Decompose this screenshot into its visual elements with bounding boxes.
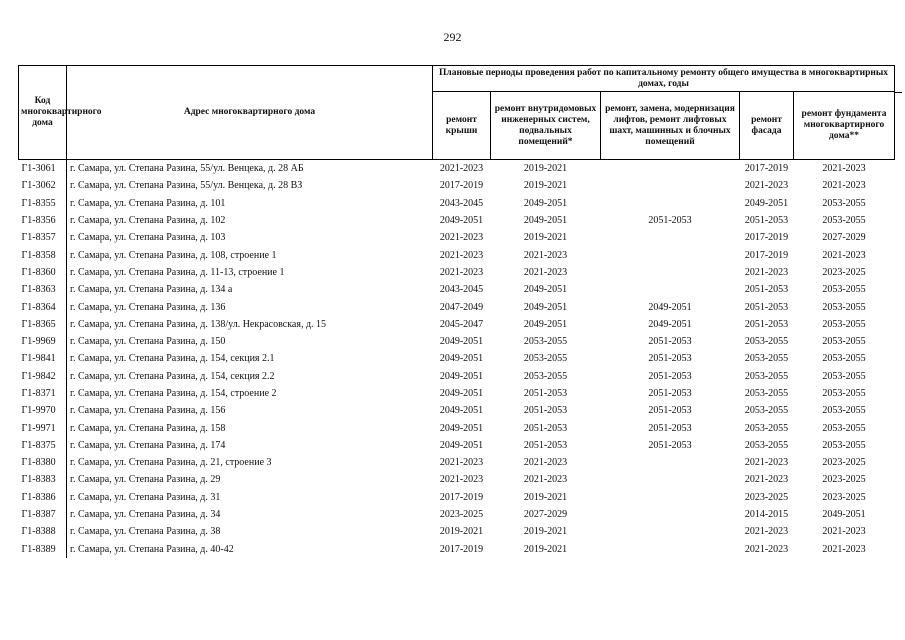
cell-foundation: 2053-2055 — [822, 405, 866, 417]
cell-roof: 2021-2023 — [439, 249, 484, 261]
cell-address: г. Самара, ул. Степана Разина, д. 101 — [70, 197, 226, 209]
cell-facade: 2021-2023 — [744, 180, 789, 192]
cell-lifts: 2051-2053 — [648, 353, 692, 365]
table-row — [19, 281, 895, 298]
table-row — [19, 212, 895, 229]
cell-address: г. Самара, ул. Степана Разина, д. 156 — [70, 405, 226, 417]
cell-facade: 2021-2023 — [744, 266, 789, 278]
cell-address: г. Самара, ул. Степана Разина, д. 108, строение 1 — [70, 249, 277, 261]
cell-lifts — [601, 489, 740, 506]
cell-foundation: 2021-2023 — [822, 543, 866, 555]
cell-code: Г1-8355 — [19, 195, 67, 212]
cell-address: г. Самара, ул. Степана Разина, 55/ул. Венцека, д. 28 АБ — [67, 160, 433, 178]
header-systems: ремонт внутридомовых инженерных систем, подвальных помещений* — [491, 92, 601, 160]
cell-lifts — [601, 264, 740, 281]
cell-code: Г1-9970 — [19, 402, 67, 419]
edge-mark — [894, 92, 902, 93]
cell-lifts: 2051-2053 — [648, 370, 692, 382]
cell-roof: 2017-2019 — [439, 543, 484, 555]
cell-foundation: 2023-2025 — [822, 457, 866, 469]
cell-foundation: 2023-2025 — [822, 474, 866, 486]
cell-lifts — [601, 454, 740, 471]
cell-lifts — [601, 281, 740, 298]
table-row — [19, 454, 895, 471]
cell-systems: 2051-2053 — [523, 422, 568, 434]
cell-code: Г1-9971 — [19, 419, 67, 436]
cell-roof: 2049-2051 — [439, 405, 484, 417]
cell-lifts — [601, 506, 740, 523]
cell-code: Г1-8387 — [19, 506, 67, 523]
capital-repair-table — [18, 65, 895, 558]
cell-lifts: 2051-2053 — [648, 388, 692, 399]
cell-code: Г1-8388 — [19, 523, 67, 540]
cell-systems: 2021-2023 — [523, 474, 568, 486]
cell-systems: 2049-2051 — [523, 284, 568, 296]
cell-code: Г1-8389 — [19, 541, 67, 558]
cell-roof: 2049-2051 — [439, 439, 484, 451]
cell-address: г. Самара, ул. Степана Разина, д. 21, строение 3 — [70, 457, 272, 469]
cell-foundation: 2053-2055 — [822, 439, 866, 451]
cell-address: г. Самара, ул. Степана Разина, д. 31 — [70, 491, 221, 503]
header-roof: ремонт крыши — [433, 92, 491, 160]
cell-foundation: 2053-2055 — [822, 284, 866, 296]
table-row — [19, 471, 895, 488]
cell-systems: 2053-2055 — [523, 370, 568, 382]
cell-systems: 2019-2021 — [523, 491, 568, 503]
cell-lifts: 2051-2053 — [648, 405, 692, 417]
cell-foundation: 2021-2023 — [794, 160, 895, 178]
cell-roof: 2017-2019 — [439, 180, 484, 192]
cell-foundation: 2021-2023 — [822, 180, 866, 192]
cell-code: Г1-3062 — [19, 177, 67, 194]
table-row — [19, 316, 895, 333]
header-code: Код многоквартирного дома — [19, 66, 67, 160]
cell-lifts: 2051-2053 — [648, 215, 692, 227]
cell-facade: 2017-2019 — [744, 232, 789, 244]
cell-foundation: 2053-2055 — [822, 370, 866, 382]
cell-code: Г1-8356 — [19, 212, 67, 229]
cell-lifts: 2051-2053 — [648, 439, 692, 451]
cell-code: Г1-3061 — [19, 160, 67, 178]
cell-address: г. Самара, ул. Степана Разина, д. 29 — [70, 474, 221, 486]
cell-systems: 2021-2023 — [523, 266, 568, 278]
cell-facade: 2051-2053 — [744, 215, 789, 227]
cell-address: г. Самара, ул. Степана Разина, д. 154, секция 2.1 — [70, 353, 275, 365]
cell-roof: 2021-2023 — [439, 266, 484, 278]
cell-address: г. Самара, ул. Степана Разина, д. 154, строение 2 — [70, 388, 277, 399]
cell-code: Г1-8375 — [19, 437, 67, 454]
table-row — [19, 333, 895, 350]
cell-facade: 2023-2025 — [744, 491, 789, 503]
cell-lifts — [601, 229, 740, 246]
cell-foundation: 2021-2023 — [822, 249, 866, 261]
cell-facade: 2053-2055 — [744, 422, 789, 434]
cell-address: г. Самара, ул. Степана Разина, д. 102 — [70, 215, 226, 227]
table-row — [19, 368, 895, 385]
cell-systems: 2019-2021 — [523, 543, 568, 555]
cell-foundation: 2053-2055 — [822, 336, 866, 348]
cell-address: г. Самара, ул. Степана Разина, д. 138/ул. Некрасовская, д. 15 — [70, 318, 327, 330]
cell-systems: 2051-2053 — [523, 388, 568, 399]
cell-code: Г1-8363 — [19, 281, 67, 298]
table-row — [19, 402, 895, 419]
cell-code: Г1-9842 — [19, 368, 67, 385]
cell-roof: 2021-2023 — [433, 160, 491, 178]
cell-facade: 2053-2055 — [744, 388, 789, 399]
cell-foundation: 2023-2025 — [822, 266, 866, 278]
table-row — [19, 541, 895, 558]
cell-systems: 2049-2051 — [523, 318, 568, 330]
cell-code: Г1-8357 — [19, 229, 67, 246]
cell-foundation: 2023-2025 — [822, 491, 866, 503]
cell-systems: 2027-2029 — [523, 509, 568, 521]
cell-systems: 2051-2053 — [523, 405, 568, 417]
table-row — [19, 160, 895, 178]
cell-foundation: 2049-2051 — [822, 509, 866, 521]
cell-facade: 2049-2051 — [744, 197, 789, 209]
cell-code: Г1-8365 — [19, 316, 67, 333]
header-address: Адрес многоквартирного дома — [67, 66, 433, 160]
table-row — [19, 385, 895, 402]
cell-roof: 2021-2023 — [439, 474, 484, 486]
cell-roof: 2023-2025 — [439, 509, 484, 521]
cell-foundation: 2053-2055 — [822, 215, 866, 227]
table-row — [19, 229, 895, 246]
table-row — [19, 350, 895, 367]
cell-address: г. Самара, ул. Степана Разина, д. 154, секция 2.2 — [70, 370, 275, 382]
cell-systems: 2053-2055 — [523, 353, 568, 365]
cell-facade: 2053-2055 — [744, 370, 789, 382]
cell-facade: 2021-2023 — [744, 526, 789, 538]
table-row — [19, 489, 895, 506]
cell-code: Г1-8358 — [19, 246, 67, 263]
cell-code: Г1-9841 — [19, 350, 67, 367]
cell-foundation: 2053-2055 — [822, 388, 866, 399]
cell-foundation: 2053-2055 — [822, 422, 866, 434]
cell-foundation: 2021-2023 — [822, 526, 866, 538]
header-group: Плановые периоды проведения работ по капитальному ремонту общего имущества в многоквартирных домах, годы — [433, 66, 895, 92]
cell-foundation: 2053-2055 — [822, 353, 866, 365]
cell-address: г. Самара, ул. Степана Разина, д. 40-42 — [70, 543, 234, 555]
cell-facade: 2053-2055 — [744, 405, 789, 417]
cell-code: Г1-8360 — [19, 264, 67, 281]
cell-foundation: 2053-2055 — [822, 301, 866, 313]
cell-facade: 2014-2015 — [744, 509, 789, 521]
cell-lifts — [601, 541, 740, 558]
cell-lifts: 2049-2051 — [648, 318, 692, 330]
header-foundation: ремонт фундамента многоквартирного дома** — [794, 92, 895, 160]
cell-foundation: 2027-2029 — [822, 232, 866, 244]
cell-address: г. Самара, ул. Степана Разина, д. 158 — [70, 422, 226, 434]
cell-facade: 2053-2055 — [744, 353, 789, 365]
cell-facade: 2053-2055 — [744, 439, 789, 451]
cell-roof: 2047-2049 — [439, 301, 484, 313]
cell-code: Г1-8386 — [19, 489, 67, 506]
cell-address: г. Самара, ул. Степана Разина, д. 136 — [70, 301, 226, 313]
cell-facade: 2021-2023 — [744, 474, 789, 486]
cell-systems: 2019-2021 — [491, 160, 601, 178]
cell-roof: 2017-2019 — [439, 491, 484, 503]
cell-facade: 2017-2019 — [744, 249, 789, 261]
cell-systems: 2019-2021 — [523, 180, 568, 192]
cell-foundation: 2053-2055 — [822, 197, 866, 209]
cell-lifts — [601, 523, 740, 540]
cell-facade: 2021-2023 — [744, 543, 789, 555]
cell-roof: 2021-2023 — [439, 457, 484, 469]
cell-code: Г1-8364 — [19, 298, 67, 315]
table-row — [19, 246, 895, 263]
cell-systems: 2021-2023 — [523, 457, 568, 469]
cell-address: г. Самара, ул. Степана Разина, д. 38 — [70, 526, 221, 538]
cell-code: Г1-9969 — [19, 333, 67, 350]
cell-systems: 2019-2021 — [523, 232, 568, 244]
cell-lifts: 2051-2053 — [648, 422, 692, 434]
cell-systems: 2021-2023 — [523, 249, 568, 261]
cell-roof: 2021-2023 — [439, 232, 484, 244]
cell-facade: 2051-2053 — [744, 284, 789, 296]
cell-systems: 2049-2051 — [523, 301, 568, 313]
cell-roof: 2045-2047 — [439, 318, 484, 330]
cell-address: г. Самара, ул. Степана Разина, д. 174 — [70, 439, 226, 451]
cell-roof: 2049-2051 — [439, 336, 484, 348]
header-facade: ремонт фасада — [740, 92, 794, 160]
cell-roof: 2049-2051 — [439, 353, 484, 365]
table-row — [19, 506, 895, 523]
table-row — [19, 523, 895, 540]
cell-address: г. Самара, ул. Степана Разина, д. 11-13, строение 1 — [70, 266, 285, 278]
table-row — [19, 177, 895, 194]
cell-lifts — [601, 177, 740, 194]
cell-roof: 2043-2045 — [439, 284, 484, 296]
cell-roof: 2019-2021 — [439, 526, 484, 538]
cell-roof: 2049-2051 — [439, 215, 484, 227]
cell-address: г. Самара, ул. Степана Разина, д. 150 — [70, 336, 226, 348]
page-number: 292 — [443, 30, 462, 44]
cell-roof: 2049-2051 — [439, 388, 484, 399]
table-row — [19, 195, 895, 212]
cell-code: Г1-8383 — [19, 471, 67, 488]
cell-lifts — [601, 471, 740, 488]
cell-systems: 2051-2053 — [523, 439, 568, 451]
cell-facade: 2051-2053 — [744, 301, 789, 313]
cell-lifts: 2051-2053 — [648, 336, 692, 348]
cell-address: г. Самара, ул. Степана Разина, д. 134 а — [70, 284, 233, 296]
cell-roof: 2049-2051 — [439, 422, 484, 434]
cell-facade: 2021-2023 — [744, 457, 789, 469]
cell-lifts — [601, 246, 740, 263]
cell-systems: 2053-2055 — [523, 336, 568, 348]
cell-lifts: 2049-2051 — [648, 301, 692, 313]
cell-facade: 2051-2053 — [744, 318, 789, 330]
table-row — [19, 298, 895, 315]
cell-code: Г1-8380 — [19, 454, 67, 471]
cell-facade: 2017-2019 — [740, 160, 794, 178]
cell-address: г. Самара, ул. Степана Разина, д. 34 — [70, 509, 221, 521]
cell-lifts — [601, 160, 740, 178]
cell-code: Г1-8371 — [19, 385, 67, 402]
cell-roof: 2049-2051 — [439, 370, 484, 382]
cell-systems: 2049-2051 — [523, 215, 568, 227]
cell-address: г. Самара, ул. Степана Разина, д. 103 — [70, 232, 226, 244]
cell-address: г. Самара, ул. Степана Разина, 55/ул. Венцека, д. 28 ВЗ — [70, 180, 303, 192]
table-row — [19, 437, 895, 454]
cell-roof: 2043-2045 — [439, 197, 484, 209]
table-body — [19, 160, 895, 558]
table-row — [19, 419, 895, 436]
header-lifts: ремонт, замена, модернизация лифтов, ремонт лифтовых шахт, машинных и блочных помещений — [601, 92, 740, 160]
cell-facade: 2053-2055 — [744, 336, 789, 348]
cell-systems: 2049-2051 — [523, 197, 568, 209]
cell-lifts — [601, 195, 740, 212]
cell-foundation: 2053-2055 — [822, 318, 866, 330]
table-row — [19, 264, 895, 281]
cell-systems: 2019-2021 — [523, 526, 568, 538]
